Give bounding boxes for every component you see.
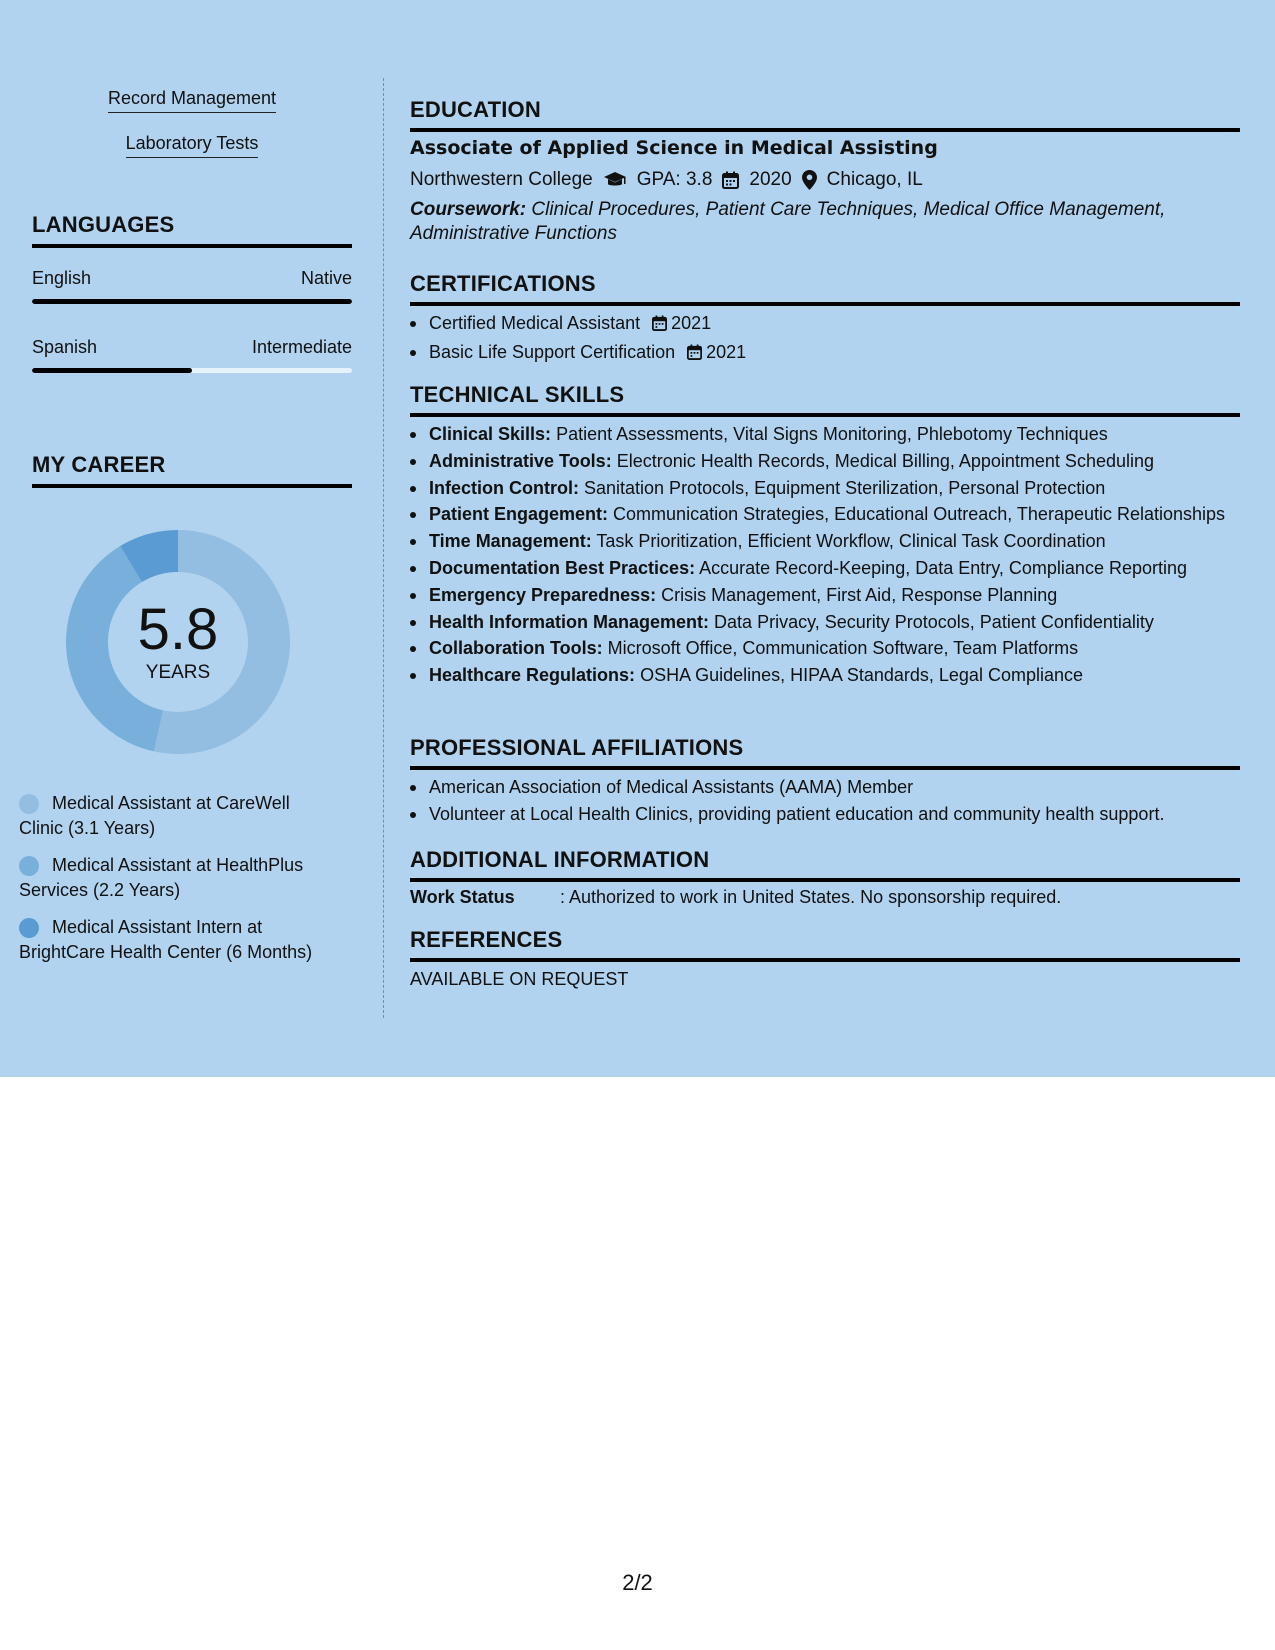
affiliations-heading: PROFESSIONAL AFFILIATIONS — [410, 735, 1240, 770]
coursework — [410, 198, 1240, 246]
career-legend-item — [19, 791, 319, 841]
skill-item — [32, 133, 352, 158]
references-text: AVAILABLE ON REQUEST — [410, 969, 629, 989]
technical-skill-text: Task Prioritization, Efficient Workflow, Clinical Task Coordination — [596, 531, 1106, 552]
technical-skill-text: Microsoft Office, Communication Software, Team Platforms — [607, 638, 1079, 659]
career-total-unit: YEARS — [145, 662, 211, 683]
career-role-label: Medical Assistant Intern at BrightCare Health Center (6 Months) — [19, 917, 313, 962]
language-name: Spanish — [32, 337, 98, 357]
skill-label: Record Management — [108, 88, 276, 113]
technical-skill-item — [410, 421, 1240, 448]
technical-skill-item — [410, 528, 1240, 555]
education-heading: EDUCATION — [410, 97, 1240, 132]
technical-skill-text: OSHA Guidelines, HIPAA Standards, Legal Compliance — [640, 665, 1083, 686]
education-meta — [410, 166, 1240, 193]
technical-skill-item — [410, 662, 1240, 689]
education-location: Chicago, IL — [826, 169, 923, 190]
calendar-icon — [652, 312, 667, 339]
affiliation-item: Volunteer at Local Health Clinics, providing patient education and community health support. — [410, 801, 1240, 828]
technical-skills-list — [410, 421, 1240, 689]
work-status-row — [410, 884, 1240, 911]
language-name: English — [32, 268, 92, 288]
career-legend-item — [19, 853, 319, 903]
technical-skill-label: Healthcare Regulations: — [429, 665, 636, 686]
calendar-icon — [687, 341, 702, 368]
career-donut-chart — [66, 530, 290, 754]
technical-skill-label: Health Information Management: — [429, 611, 710, 632]
language-proficiency-fill — [32, 368, 192, 373]
certifications-list — [410, 310, 1240, 368]
language-row — [32, 268, 352, 289]
career-legend-item — [19, 915, 319, 965]
work-status-label: Work Status — [410, 887, 515, 907]
technical-skill-text: Sanitation Protocols, Equipment Sterilization, Personal Protection — [584, 477, 1106, 498]
skill-label: Laboratory Tests — [126, 133, 259, 158]
certification-item — [410, 339, 1240, 368]
certification-item — [410, 310, 1240, 339]
language-proficiency-bar — [32, 368, 352, 373]
technical-skill-item — [410, 609, 1240, 636]
legend-dot — [19, 856, 39, 876]
language-level: Intermediate — [251, 337, 352, 357]
technical-skill-item — [410, 501, 1240, 528]
affiliations-list — [410, 774, 1240, 828]
technical-skill-text: Patient Assessments, Vital Signs Monitoring, Phlebotomy Techniques — [556, 424, 1108, 444]
technical-skill-item — [410, 555, 1240, 582]
legend-dot — [19, 794, 39, 814]
calendar-icon — [722, 171, 739, 189]
column-divider — [383, 78, 384, 1018]
technical-skill-label: Patient Engagement: — [429, 504, 609, 525]
language-proficiency-bar — [32, 299, 352, 304]
technical-skill-label: Collaboration Tools: — [429, 638, 603, 659]
technical-skill-item — [410, 448, 1240, 475]
technical-skill-label: Administrative Tools: — [429, 450, 612, 471]
page-number: 2/2 — [622, 1570, 653, 1595]
technical-skill-text: Data Privacy, Security Protocols, Patient Confidentiality — [714, 611, 1154, 632]
gpa: GPA: 3.8 — [636, 169, 713, 190]
map-pin-icon — [802, 170, 817, 190]
technical-skill-text: Crisis Management, First Aid, Response Planning — [661, 584, 1058, 605]
certification-year: 2021 — [671, 313, 712, 333]
language-proficiency-fill — [32, 299, 352, 304]
certifications-heading: CERTIFICATIONS — [410, 271, 1240, 306]
certification-year: 2021 — [706, 341, 747, 362]
graduation-cap-icon — [603, 171, 627, 189]
language-level: Native — [300, 268, 352, 288]
donut-center — [66, 530, 290, 754]
technical-skill-item — [410, 635, 1240, 662]
career-heading: MY CAREER — [32, 452, 352, 488]
technical-skill-text: Electronic Health Records, Medical Billing, Appointment Scheduling — [616, 450, 1155, 471]
career-role-label: Medical Assistant at HealthPlus Services (2.2 Years) — [19, 855, 304, 900]
certification-name: Basic Life Support Certification — [429, 341, 676, 362]
affiliation-item: American Association of Medical Assistants (AAMA) Member — [410, 774, 1240, 801]
career-role-label: Medical Assistant at CareWell Clinic (3.1 Years) — [19, 793, 290, 838]
legend-dot — [19, 918, 39, 938]
technical-skill-label: Clinical Skills: — [429, 424, 552, 444]
career-total-value: 5.8 — [137, 597, 219, 662]
career-legend — [19, 791, 319, 977]
skill-item — [32, 88, 352, 113]
certification-name: Certified Medical Assistant — [429, 313, 641, 333]
technical-skill-text: Accurate Record-Keeping, Data Entry, Compliance Reporting — [699, 557, 1188, 578]
additional-info-heading: ADDITIONAL INFORMATION — [410, 847, 1240, 882]
technical-skill-label: Documentation Best Practices: — [429, 557, 696, 578]
coursework-text: Clinical Procedures, Patient Care Techniques, Medical Office Management, Administrative Functions — [410, 199, 1166, 244]
technical-skill-label: Infection Control: — [429, 477, 579, 498]
degree-title: Associate of Applied Science in Medical Assisting — [410, 137, 938, 159]
coursework-label: Coursework: — [410, 199, 527, 220]
technical-skill-text: Communication Strategies, Educational Outreach, Therapeutic Relationships — [613, 504, 1226, 525]
language-row — [32, 337, 352, 358]
school-name: Northwestern College — [410, 169, 593, 190]
technical-skills-heading: TECHNICAL SKILLS — [410, 382, 1240, 417]
technical-skill-item — [410, 475, 1240, 502]
technical-skill-label: Emergency Preparedness: — [429, 584, 657, 605]
technical-skill-label: Time Management: — [429, 531, 592, 552]
technical-skill-item — [410, 582, 1240, 609]
references-heading: REFERENCES — [410, 927, 1240, 962]
graduation-year: 2020 — [749, 169, 792, 190]
work-status-value: : Authorized to work in United States. No sponsorship required. — [560, 887, 1062, 907]
languages-heading: LANGUAGES — [32, 212, 352, 248]
